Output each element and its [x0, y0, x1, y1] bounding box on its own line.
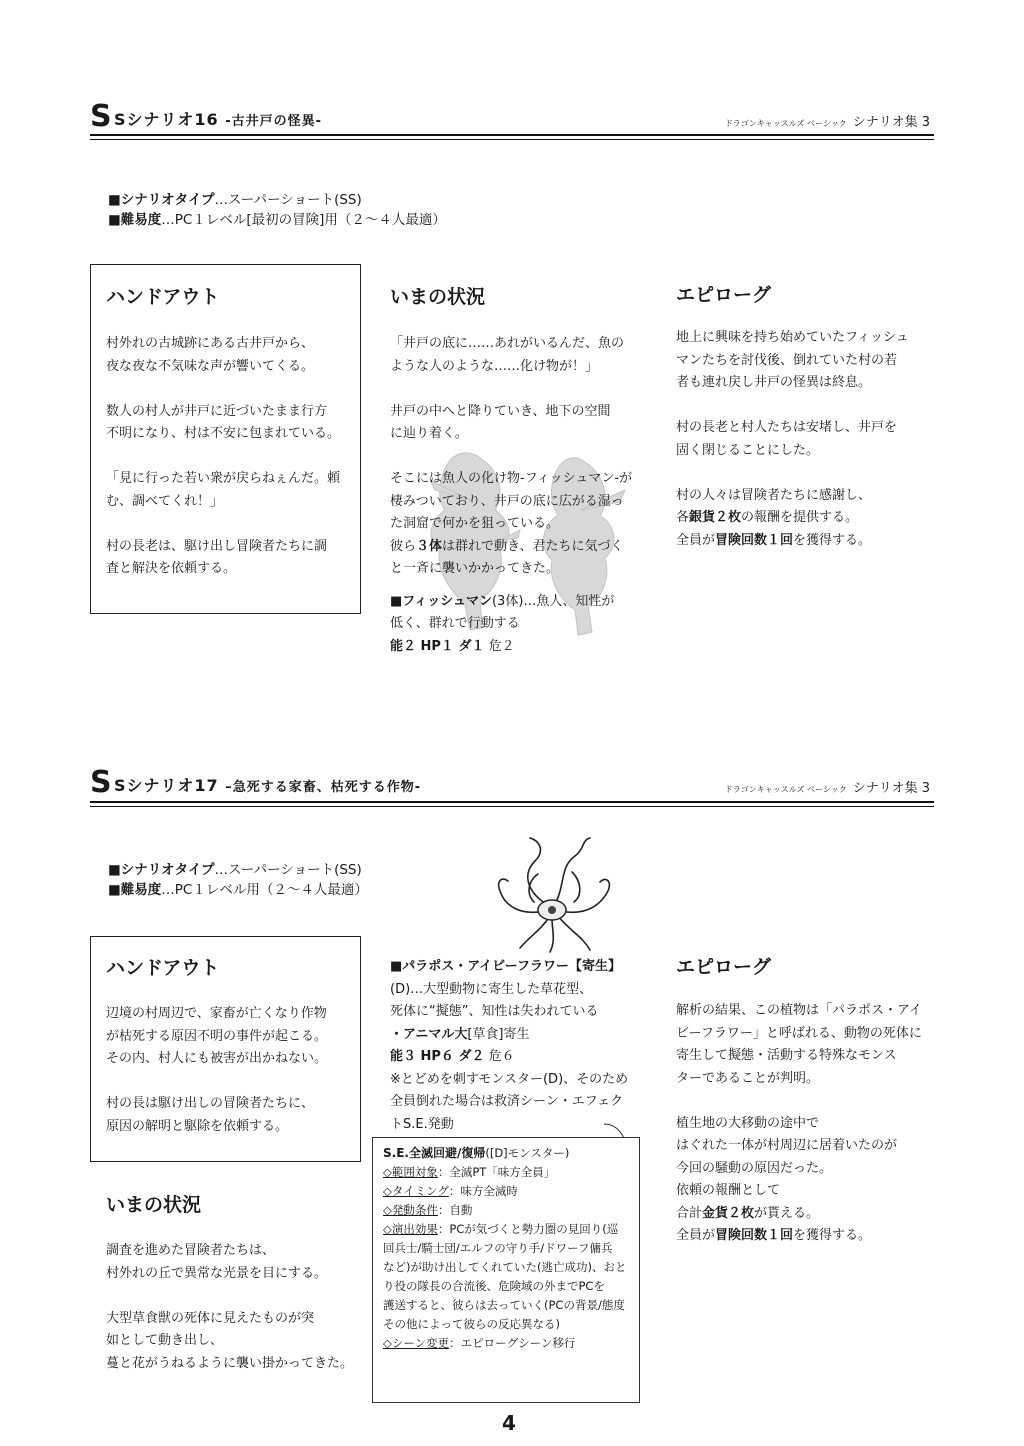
text-line: トS.E.発動	[390, 1116, 454, 1132]
se-box	[372, 1137, 640, 1403]
text-line: 低く、群れで行動する	[390, 616, 520, 631]
text-line: 今回の騒動の原因だった。	[676, 1160, 833, 1176]
s17-series	[725, 777, 930, 796]
s17-title-text: Sシナリオ17	[114, 776, 219, 795]
stats-bold: 能３ HP６ ダ２	[390, 1049, 485, 1064]
s16-situation-heading: いまの状況	[390, 286, 486, 308]
text-line: 調査を進めた冒険者たちは、	[106, 1243, 276, 1258]
s16-handout-heading: ハンドアウト	[106, 286, 220, 308]
text-line	[676, 395, 926, 418]
monster-name: ■パラポス・アイビーフラワー	[390, 959, 569, 974]
monster-line	[390, 591, 650, 614]
stats-bold: 能２ HP１ ダ１	[390, 638, 485, 654]
reward-line	[676, 530, 926, 553]
text-line: など)が助け出してくれていた(逃亡成功)、おと	[383, 1260, 627, 1274]
text-line: た洞窟で何かを狙っている。	[390, 516, 560, 531]
text-line: その内、村人にも被害が出かねない。	[106, 1051, 328, 1066]
text-line: 回兵士/騎士団/エルフの守り手/ドワーフ傭兵	[383, 1241, 613, 1255]
text-line: 村の長老と村人たちは安堵し、井戸を	[676, 420, 898, 435]
text-line: と一斉に襲いかかってきた。	[390, 561, 560, 576]
se-label: ◇範囲対象	[383, 1165, 438, 1179]
text-line	[676, 462, 926, 485]
text-line	[106, 1285, 366, 1308]
text-line: 死体に“擬態”、知性は失われている	[390, 1004, 599, 1019]
s16-series-name: シナリオ集 3	[852, 115, 930, 130]
monster-name: ■フィッシュマン	[390, 593, 492, 609]
ivy-flower-illustration	[490, 836, 620, 956]
s17-rule-bottom	[90, 806, 934, 807]
text-line: 井戸の中へと降りていき、地下の空間	[390, 403, 611, 419]
text-span: を獲得する。	[793, 1228, 872, 1243]
s16-series	[725, 111, 930, 130]
s16-header-initial: S	[90, 99, 112, 134]
text-span: 各	[676, 510, 690, 525]
text-line: 依頼の報酬として	[676, 1183, 781, 1198]
text-line: ような人のような……化け物が！」	[390, 358, 599, 374]
se-timing	[383, 1182, 629, 1201]
se-condition	[383, 1201, 629, 1220]
s17-epilogue-text	[676, 1000, 926, 1248]
text-line: 村の長は駆け出しの冒険者たちに、	[106, 1096, 315, 1111]
monster-stats	[390, 636, 650, 659]
text-line: マンたちを討伐後、倒れていた村の若	[676, 352, 898, 368]
s16-rule-bottom	[90, 139, 934, 140]
se-value: ：味方全滅時	[448, 1184, 518, 1198]
s16-difficulty-label: ■難易度	[108, 212, 162, 228]
s17-type-value: …スーパーショート(SS)	[214, 862, 362, 878]
s16-epilogue-text	[676, 327, 926, 552]
text-line: 原因の解明と駆除を依頼する。	[106, 1118, 289, 1134]
stats-danger: 危２	[484, 638, 515, 654]
monster-stats	[390, 1046, 655, 1069]
text-line	[390, 446, 650, 469]
text-bold: 冒険回数１回	[715, 1228, 794, 1243]
text-line	[106, 1071, 356, 1094]
text-line: が枯死する原因不明の事件が起こる。	[106, 1028, 328, 1044]
text-line: 者も連れ戻し井戸の怪異は終息。	[676, 375, 872, 390]
se-effect	[383, 1220, 629, 1239]
s17-series-name: シナリオ集 3	[852, 781, 930, 796]
s16-rule-top	[90, 134, 934, 136]
monster-title	[390, 956, 655, 979]
text-line	[106, 378, 356, 401]
text-span: の報酬を提供する。	[741, 510, 859, 525]
text-span: 全員が	[676, 1228, 716, 1243]
text-bold: 冒険回数１回	[715, 532, 794, 548]
s16-difficulty-value: …PC１レベル[最初の冒険]用（２～４人最適）	[161, 212, 446, 228]
text-line	[390, 536, 650, 559]
s17-difficulty-label: ■難易度	[108, 882, 162, 898]
text-line: 棲みついており、井戸の底に広がる湿っ	[390, 493, 624, 509]
s16-handout-text	[106, 333, 356, 581]
s17-title	[114, 773, 421, 796]
text-line: 不明になり、村は不安に包まれている。	[106, 426, 341, 441]
text-line: そこには魚人の化け物-フィッシュマン-が	[390, 471, 633, 486]
s17-type-label: ■シナリオタイプ	[108, 862, 215, 878]
text-line: に辿り着く。	[390, 426, 468, 441]
text-bold: 金貨２枚	[702, 1205, 755, 1221]
class-bold: ・アニマル大	[390, 1026, 468, 1042]
text-line: ターであることが判明。	[676, 1070, 820, 1086]
text-line: 護送すると、彼らは去っていく(PCの背景/態度	[383, 1298, 625, 1312]
text-line: (D)…大型動物に寄生した草花型、	[390, 981, 593, 997]
text-line: 夜な夜な不気味な声が響いてくる。	[106, 358, 315, 374]
monster-class	[390, 1024, 655, 1047]
s16-type-label: ■シナリオタイプ	[108, 192, 215, 208]
text-line: その他によって彼らの反応異なる)	[383, 1317, 560, 1331]
s17-series-small: ドラゴンキャッスルズ ベーシック	[724, 785, 847, 794]
se-label: ◇演出効果	[383, 1222, 438, 1236]
text-line	[676, 1090, 926, 1113]
text-line: はぐれた一体が村周辺に居着いたのが	[676, 1138, 898, 1153]
text-line: ※とどめを刺すモンスター(D)、そのため	[390, 1071, 629, 1087]
text-line: 蔓と花がうねるように襲い掛かってきた。	[106, 1355, 354, 1371]
s17-situation-heading: いまの状況	[106, 1194, 202, 1216]
text-line: 大型草食獣の死体に見えたものが突	[106, 1310, 315, 1326]
text-bold: ３体	[416, 538, 443, 554]
s16-subtitle: -古井戸の怪異-	[225, 114, 323, 129]
s17-situation-text	[106, 1240, 366, 1375]
text-line: 査と解決を依頼する。	[106, 561, 237, 576]
monster-desc: (3体)…魚人、知性が	[491, 593, 615, 609]
se-label: ◇シーン変更	[383, 1336, 450, 1350]
text-line: む、調べてくれ！」	[106, 493, 224, 509]
text-line: 村外れの古城跡にある古井戸から、	[106, 336, 315, 351]
s16-series-small: ドラゴンキャッスルズ ベーシック	[724, 119, 847, 128]
text-line: 固く閉じることにした。	[676, 442, 820, 458]
text-span: 全員が	[676, 532, 716, 548]
text-line	[390, 378, 650, 401]
s17-handout-text	[106, 1003, 356, 1138]
s16-title	[114, 107, 322, 130]
se-title-sub: ([D]モンスター)	[485, 1146, 570, 1160]
reward-line	[676, 1225, 926, 1248]
text-span: 合計	[676, 1205, 703, 1221]
class-text: [草食]寄生	[467, 1026, 530, 1042]
text-line: 村の長老は、駆け出し冒険者たちに調	[106, 538, 328, 554]
text-span: 彼ら	[390, 538, 417, 554]
stats-danger: 危６	[484, 1049, 515, 1064]
text-span: が貰える。	[754, 1205, 820, 1221]
text-line: 村の人々は冒険者たちに感謝し、	[676, 487, 872, 503]
s17-rule-top	[90, 801, 934, 803]
text-line: り役の隊長の合流後、危険域の外までPCを	[383, 1279, 605, 1293]
s16-info	[108, 190, 446, 230]
s17-handout-heading: ハンドアウト	[106, 957, 220, 979]
text-line: 全員倒れた場合は救済シーン・エフェク	[390, 1094, 624, 1109]
text-line: 「井戸の底に……あれがいるんだ、魚の	[390, 336, 625, 351]
page-number: 4	[502, 1411, 516, 1435]
se-title	[383, 1144, 629, 1163]
text-bold: 銀貨２枚	[689, 510, 742, 525]
text-line: 植生地の大移動の途中で	[676, 1115, 820, 1131]
se-label: ◇タイミング	[383, 1184, 449, 1198]
text-line: 地上に興味を持ち始めていたフィッシュ	[676, 330, 909, 345]
text-line	[390, 581, 650, 591]
text-line	[106, 446, 356, 469]
text-line: 村外れの丘で異常な光景を目にする。	[106, 1265, 328, 1281]
s17-monster-text	[390, 956, 655, 1136]
s16-type-value: …スーパーショート(SS)	[214, 192, 362, 208]
s16-title-text: Sシナリオ16	[114, 110, 219, 129]
se-title-bold: S.E.全滅回避/復帰	[383, 1146, 486, 1160]
text-line	[106, 513, 356, 536]
text-line: 寄生して擬態・活動する特殊なモンス	[676, 1048, 897, 1063]
s17-header-initial: S	[90, 765, 112, 800]
se-value: ：自動	[437, 1203, 473, 1217]
se-label: ◇発動条件	[383, 1203, 438, 1217]
text-span: を獲得する。	[793, 532, 872, 548]
text-line: 「見に行った若い衆が戻らねぇんだ。頼	[106, 471, 341, 486]
se-value: ：エピローグシーン移行	[449, 1336, 576, 1350]
se-range	[383, 1163, 629, 1182]
s16-situation-text	[390, 333, 650, 658]
se-value: ：全滅PT「味方全員」	[437, 1165, 556, 1179]
text-line: 辺境の村周辺で、家畜が亡くなり作物	[106, 1006, 327, 1021]
text-span: は群れで動き、君たちに気づく	[442, 538, 624, 554]
text-line: 如として動き出し、	[106, 1333, 224, 1348]
s16-epilogue-heading: エピローグ	[676, 284, 772, 306]
s17-subtitle: –急死する家畜、枯死する作物-	[225, 780, 422, 795]
s17-header	[90, 762, 934, 798]
se-scene	[383, 1334, 629, 1353]
text-line: ビーフラワー」と呼ばれる、動物の死体に	[676, 1025, 922, 1041]
reward-line	[676, 507, 926, 530]
text-line: 解析の結果、この植物は「パラポス・アイ	[676, 1003, 922, 1018]
reward-line	[676, 1203, 926, 1226]
se-value: ：PCが気づくと勢力圏の見回り(巡	[437, 1222, 619, 1236]
monster-tag: 【寄生】	[568, 959, 621, 974]
s17-difficulty-value: …PC１レベル用（２～４人最適）	[161, 882, 368, 898]
s17-epilogue-heading: エピローグ	[676, 956, 772, 978]
text-line: 数人の村人が井戸に近づいたまま行方	[106, 403, 328, 419]
s16-header	[90, 96, 934, 132]
s17-info	[108, 860, 368, 900]
